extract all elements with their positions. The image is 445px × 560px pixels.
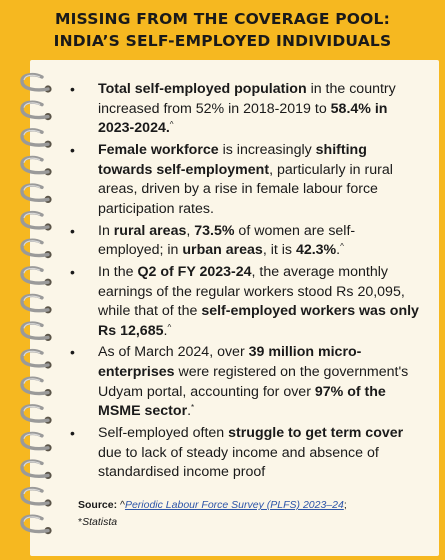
- text-segment: .: [187, 403, 192, 420]
- bold-text: Q2 of FY 2023-24: [137, 263, 252, 280]
- bold-text: Total self-employed population: [98, 81, 307, 97]
- bold-text: Female workforce: [98, 141, 219, 158]
- bold-text: 39 million micro-enterprises: [98, 344, 362, 381]
- footnote-marker: ^: [167, 322, 172, 332]
- text-segment: , particularly in rural areas, driven by a rise in female labour force participation rates.: [98, 161, 393, 217]
- bold-text: 73.5%: [194, 222, 235, 239]
- bullet-icon: •: [70, 344, 75, 361]
- bullet-icon: •: [70, 222, 75, 239]
- footnote-marker: ^: [340, 242, 344, 252]
- plfs-link[interactable]: Periodic Labour Force Survey (PLFS) 2023–24: [124, 499, 344, 511]
- text-segment: In: [98, 222, 114, 239]
- text-segment: In the: [98, 263, 138, 280]
- spiral-rings: [0, 0, 83, 560]
- bold-text: 97% of the MSME sector: [98, 383, 386, 420]
- bold-text: shifting towards self-employment: [98, 141, 367, 178]
- source-caret: ^: [117, 499, 125, 511]
- source-separator: ;: [343, 499, 347, 511]
- bullet-icon: •: [70, 263, 75, 280]
- bold-text: rural areas: [113, 222, 187, 239]
- text-segment: .: [336, 242, 341, 259]
- text-segment: of women are self-employed; in: [98, 222, 356, 259]
- source-star: *: [78, 516, 83, 528]
- text-segment: due to lack of steady income and absence of standardised income proof: [98, 444, 379, 481]
- bold-text: self-employed workers was only Rs 12,685: [98, 303, 419, 339]
- source-label: Source:: [78, 499, 118, 511]
- bold-text: 58.4% in 2023-2024.: [98, 100, 388, 137]
- text-segment: in the country increased from 52% in 2018-2019 to: [98, 81, 396, 117]
- title-line-1: MISSING FROM THE COVERAGE POOL:: [54, 10, 391, 28]
- text-segment: As of March 2024, over: [98, 344, 249, 361]
- bold-text: 42.3%: [295, 242, 337, 259]
- bold-text: urban areas: [182, 242, 263, 259]
- list-item: [70, 424, 420, 483]
- list-item: [70, 263, 420, 341]
- bullet-icon: •: [70, 141, 75, 158]
- source-note: [78, 497, 428, 531]
- list-item: [70, 141, 420, 219]
- text-segment: is increasingly: [218, 141, 316, 158]
- bold-text: struggle to get term cover: [228, 425, 404, 442]
- bullet-list: [70, 80, 420, 485]
- footnote-marker: ^: [169, 120, 174, 130]
- footnote-marker: *: [191, 403, 195, 413]
- list-item: [70, 343, 420, 421]
- text-segment: Self-employed often: [98, 425, 229, 442]
- text-segment: , it is: [262, 242, 296, 259]
- text-segment: , the average monthly earnings of the regular workers stood Rs 20,095, while that of the: [98, 263, 405, 320]
- list-item: [70, 80, 420, 139]
- text-segment: were registered on the government's Udyam portal, accounting for over: [98, 364, 409, 400]
- text-segment: ,: [186, 222, 195, 239]
- text-segment: .: [163, 322, 168, 339]
- bullet-icon: •: [70, 425, 75, 442]
- statista-source: Statista: [82, 516, 118, 528]
- bullet-icon: •: [70, 81, 75, 97]
- title-line-2: INDIA’S SELF-EMPLOYED INDIVIDUALS: [53, 32, 392, 50]
- list-item: [70, 222, 420, 261]
